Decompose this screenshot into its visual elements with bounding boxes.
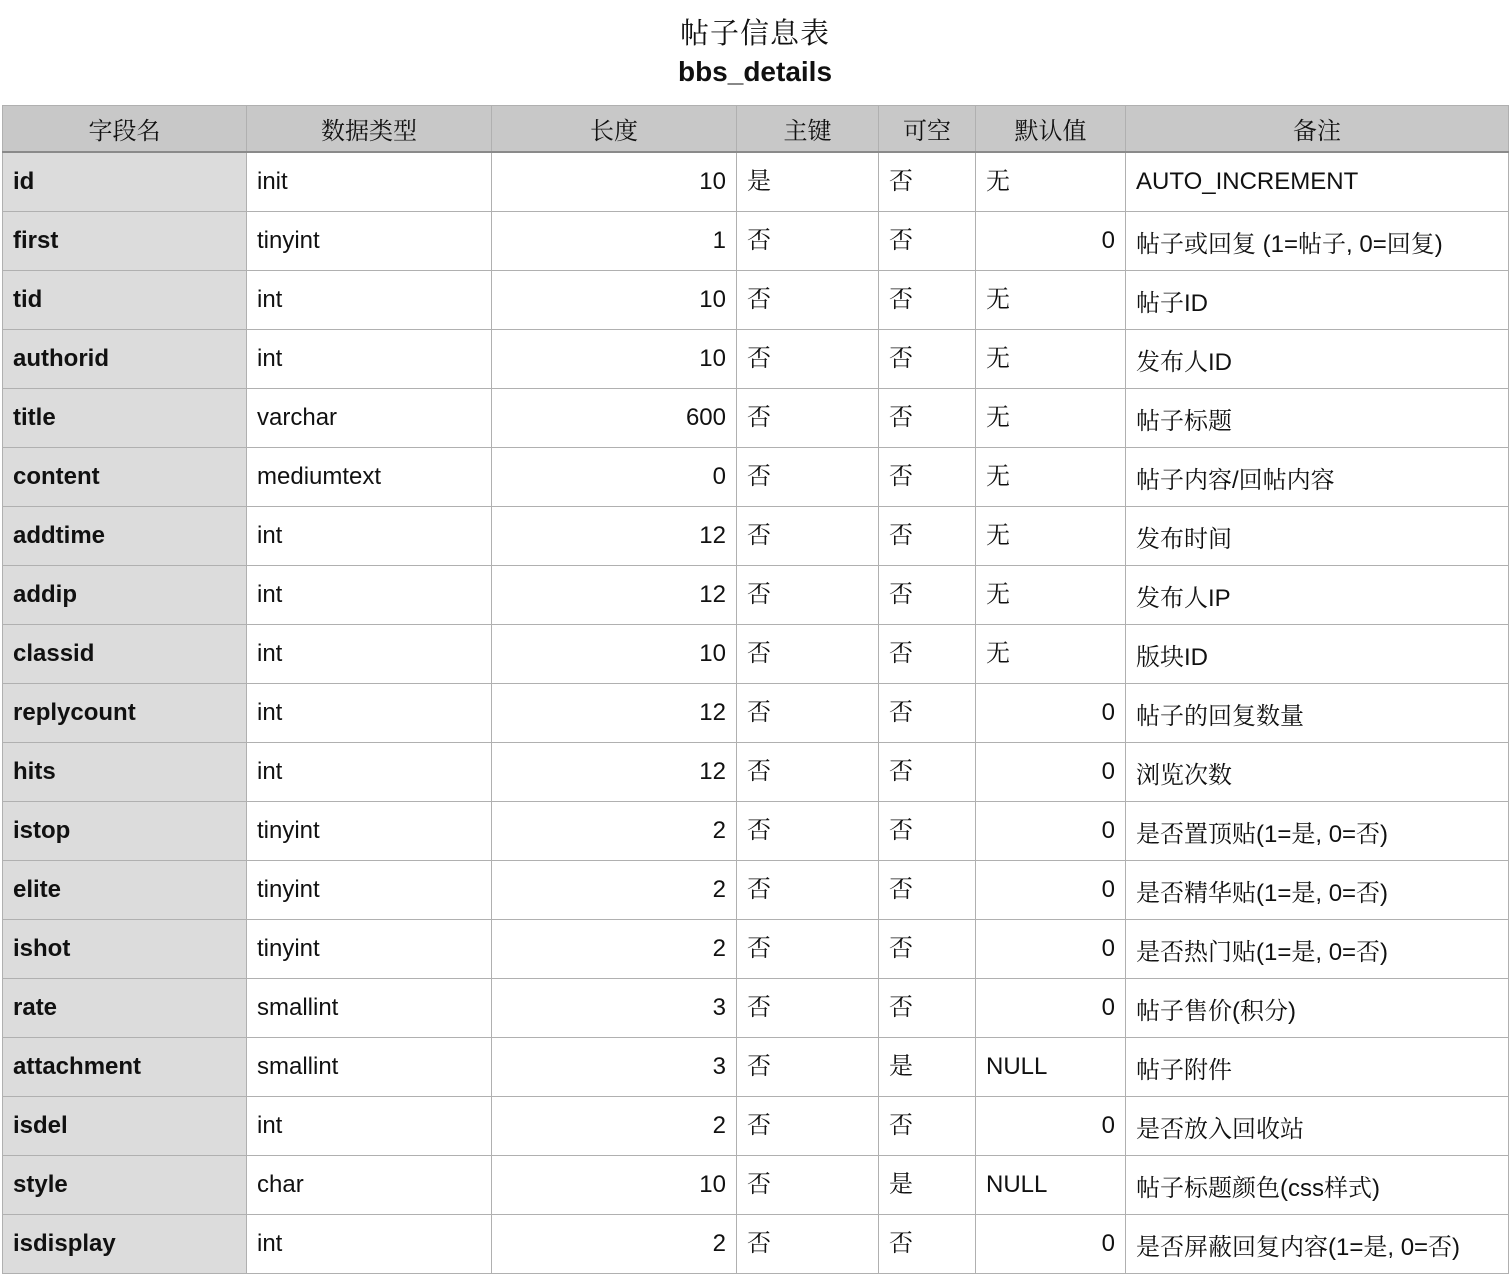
data-type-cell: char: [247, 1156, 492, 1215]
default-value-cell: 0: [976, 979, 1126, 1038]
default-value-cell: 无: [976, 271, 1126, 330]
table-row: [3, 507, 1509, 566]
data-type-cell: int: [247, 330, 492, 389]
default-value-cell: 0: [976, 920, 1126, 979]
default-value-cell: 无: [976, 448, 1126, 507]
length-cell: 12: [492, 507, 737, 566]
default-value-cell: 0: [976, 684, 1126, 743]
field-name-cell: ishot: [3, 920, 247, 979]
comment-cell: 帖子或回复 (1=帖子, 0=回复): [1126, 212, 1509, 271]
comment-cell: 帖子售价(积分): [1126, 979, 1509, 1038]
table-row: [3, 1038, 1509, 1097]
table-row: [3, 802, 1509, 861]
comment-cell: 版块ID: [1126, 625, 1509, 684]
nullable-cell: 否: [879, 152, 976, 212]
nullable-cell: 否: [879, 566, 976, 625]
length-cell: 3: [492, 979, 737, 1038]
nullable-cell: 否: [879, 861, 976, 920]
comment-cell: 是否置顶贴(1=是, 0=否): [1126, 802, 1509, 861]
length-cell: 10: [492, 152, 737, 212]
primary-key-cell: 否: [737, 1156, 879, 1215]
primary-key-cell: 否: [737, 330, 879, 389]
field-name-cell: elite: [3, 861, 247, 920]
table-title-english: bbs_details: [677, 56, 833, 87]
length-cell: 1: [492, 212, 737, 271]
field-name-cell: attachment: [3, 1038, 247, 1097]
length-cell: 10: [492, 330, 737, 389]
comment-cell: 帖子附件: [1126, 1038, 1509, 1097]
table-row: [3, 212, 1509, 271]
field-name-cell: addip: [3, 566, 247, 625]
data-type-cell: int: [247, 1215, 492, 1274]
default-value-cell: 0: [976, 861, 1126, 920]
table-row: [3, 271, 1509, 330]
data-type-cell: mediumtext: [247, 448, 492, 507]
comment-cell: 帖子内容/回帖内容: [1126, 448, 1509, 507]
default-value-cell: 0: [976, 743, 1126, 802]
default-value-cell: 无: [976, 566, 1126, 625]
length-cell: 2: [492, 1097, 737, 1156]
data-type-cell: int: [247, 684, 492, 743]
header-length: 长度: [492, 106, 737, 153]
data-type-cell: int: [247, 507, 492, 566]
length-cell: 12: [492, 743, 737, 802]
field-name-cell: classid: [3, 625, 247, 684]
primary-key-cell: 否: [737, 1215, 879, 1274]
primary-key-cell: 否: [737, 743, 879, 802]
field-name-cell: style: [3, 1156, 247, 1215]
nullable-cell: 否: [879, 271, 976, 330]
header-comment: 备注: [1126, 106, 1509, 153]
nullable-cell: 否: [879, 802, 976, 861]
table-title-block: [0, 14, 1510, 90]
nullable-cell: 是: [879, 1156, 976, 1215]
data-type-cell: init: [247, 152, 492, 212]
primary-key-cell: 否: [737, 389, 879, 448]
length-cell: 10: [492, 1156, 737, 1215]
nullable-cell: 否: [879, 920, 976, 979]
table-row: [3, 861, 1509, 920]
length-cell: 2: [492, 861, 737, 920]
field-name-cell: addtime: [3, 507, 247, 566]
nullable-cell: 否: [879, 448, 976, 507]
table-row: [3, 448, 1509, 507]
comment-cell: 浏览次数: [1126, 743, 1509, 802]
comment-cell: 发布时间: [1126, 507, 1509, 566]
length-cell: 3: [492, 1038, 737, 1097]
header-row: [3, 106, 1509, 153]
default-value-cell: 0: [976, 1215, 1126, 1274]
nullable-cell: 否: [879, 507, 976, 566]
nullable-cell: 否: [879, 1215, 976, 1274]
data-type-cell: tinyint: [247, 212, 492, 271]
table-row: [3, 1156, 1509, 1215]
comment-cell: 帖子标题: [1126, 389, 1509, 448]
data-type-cell: int: [247, 743, 492, 802]
comment-cell: AUTO_INCREMENT: [1126, 152, 1509, 212]
nullable-cell: 否: [879, 212, 976, 271]
nullable-cell: 是: [879, 1038, 976, 1097]
header-data-type: 数据类型: [247, 106, 492, 153]
table-row: [3, 684, 1509, 743]
primary-key-cell: 否: [737, 920, 879, 979]
field-name-cell: rate: [3, 979, 247, 1038]
length-cell: 2: [492, 1215, 737, 1274]
primary-key-cell: 否: [737, 1097, 879, 1156]
data-type-cell: varchar: [247, 389, 492, 448]
table-row: [3, 152, 1509, 212]
primary-key-cell: 否: [737, 271, 879, 330]
table-row: [3, 389, 1509, 448]
primary-key-cell: 否: [737, 861, 879, 920]
schema-table-body: [3, 152, 1509, 1274]
comment-cell: 帖子ID: [1126, 271, 1509, 330]
length-cell: 10: [492, 271, 737, 330]
field-name-cell: id: [3, 152, 247, 212]
default-value-cell: 无: [976, 625, 1126, 684]
length-cell: 12: [492, 566, 737, 625]
primary-key-cell: 否: [737, 979, 879, 1038]
header-default-value: 默认值: [976, 106, 1126, 153]
field-name-cell: replycount: [3, 684, 247, 743]
default-value-cell: NULL: [976, 1038, 1126, 1097]
primary-key-cell: 否: [737, 507, 879, 566]
nullable-cell: 否: [879, 625, 976, 684]
data-type-cell: int: [247, 625, 492, 684]
nullable-cell: 否: [879, 684, 976, 743]
data-type-cell: tinyint: [247, 920, 492, 979]
table-title-chinese: 帖子信息表: [679, 18, 830, 50]
default-value-cell: 0: [976, 1097, 1126, 1156]
data-type-cell: smallint: [247, 1038, 492, 1097]
default-value-cell: 0: [976, 212, 1126, 271]
default-value-cell: 无: [976, 152, 1126, 212]
table-row: [3, 743, 1509, 802]
comment-cell: 发布人ID: [1126, 330, 1509, 389]
table-row: [3, 979, 1509, 1038]
data-type-cell: int: [247, 1097, 492, 1156]
table-row: [3, 625, 1509, 684]
table-row: [3, 1097, 1509, 1156]
data-type-cell: int: [247, 566, 492, 625]
default-value-cell: 无: [976, 507, 1126, 566]
primary-key-cell: 否: [737, 448, 879, 507]
comment-cell: 是否热门贴(1=是, 0=否): [1126, 920, 1509, 979]
comment-cell: 是否精华贴(1=是, 0=否): [1126, 861, 1509, 920]
table-row: [3, 566, 1509, 625]
primary-key-cell: 否: [737, 566, 879, 625]
nullable-cell: 否: [879, 979, 976, 1038]
data-type-cell: int: [247, 271, 492, 330]
field-name-cell: isdisplay: [3, 1215, 247, 1274]
length-cell: 2: [492, 802, 737, 861]
default-value-cell: 0: [976, 802, 1126, 861]
field-name-cell: content: [3, 448, 247, 507]
nullable-cell: 否: [879, 743, 976, 802]
data-type-cell: tinyint: [247, 861, 492, 920]
field-name-cell: hits: [3, 743, 247, 802]
field-name-cell: authorid: [3, 330, 247, 389]
header-nullable: 可空: [879, 106, 976, 153]
table-row: [3, 920, 1509, 979]
primary-key-cell: 是: [737, 152, 879, 212]
length-cell: 600: [492, 389, 737, 448]
length-cell: 2: [492, 920, 737, 979]
primary-key-cell: 否: [737, 1038, 879, 1097]
length-cell: 0: [492, 448, 737, 507]
comment-cell: 发布人IP: [1126, 566, 1509, 625]
primary-key-cell: 否: [737, 802, 879, 861]
length-cell: 10: [492, 625, 737, 684]
comment-cell: 帖子的回复数量: [1126, 684, 1509, 743]
field-name-cell: tid: [3, 271, 247, 330]
table-row: [3, 1215, 1509, 1274]
field-name-cell: isdel: [3, 1097, 247, 1156]
nullable-cell: 否: [879, 1097, 976, 1156]
header-primary-key: 主键: [737, 106, 879, 153]
primary-key-cell: 否: [737, 625, 879, 684]
primary-key-cell: 否: [737, 684, 879, 743]
default-value-cell: 无: [976, 330, 1126, 389]
header-field-name: 字段名: [3, 106, 247, 153]
comment-cell: 是否放入回收站: [1126, 1097, 1509, 1156]
nullable-cell: 否: [879, 389, 976, 448]
field-name-cell: title: [3, 389, 247, 448]
default-value-cell: NULL: [976, 1156, 1126, 1215]
data-type-cell: smallint: [247, 979, 492, 1038]
data-type-cell: tinyint: [247, 802, 492, 861]
default-value-cell: 无: [976, 389, 1126, 448]
comment-cell: 是否屏蔽回复内容(1=是, 0=否): [1126, 1215, 1509, 1274]
length-cell: 12: [492, 684, 737, 743]
comment-cell: 帖子标题颜色(css样式): [1126, 1156, 1509, 1215]
table-row: [3, 330, 1509, 389]
field-name-cell: istop: [3, 802, 247, 861]
schema-table: [2, 105, 1509, 1274]
field-name-cell: first: [3, 212, 247, 271]
nullable-cell: 否: [879, 330, 976, 389]
primary-key-cell: 否: [737, 212, 879, 271]
